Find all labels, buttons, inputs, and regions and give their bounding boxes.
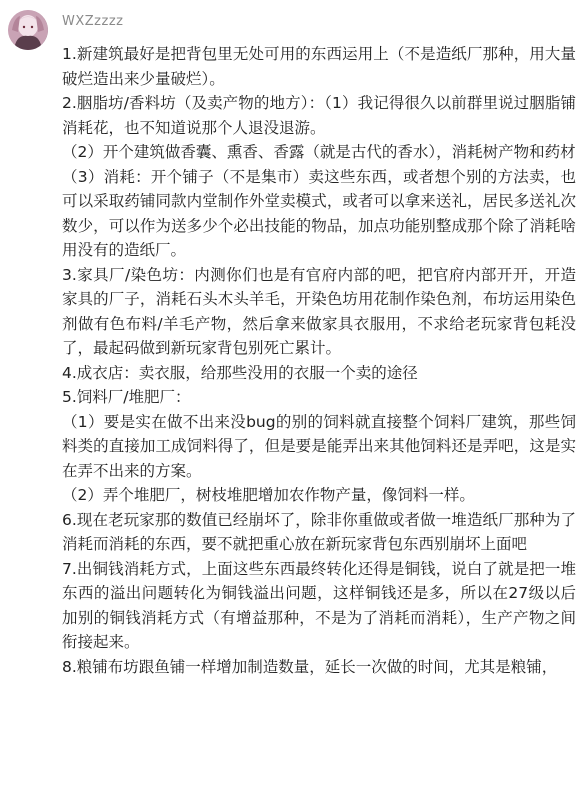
paragraph-3: （2）开个建筑做香囊、熏香、香露（就是古代的香水），消耗树产物和药材 xyxy=(62,143,576,161)
avatar-image-icon xyxy=(8,10,48,50)
avatar[interactable] xyxy=(8,10,48,50)
paragraph-4: （3）消耗：开个铺子（不是集市）卖这些东西，或者想个别的方法卖，也可以采取药铺同款内堂制作外堂卖模式，或者可以拿来送礼，居民多送礼次数少，可以作为送多少个必出技能的物品，加点功能别整成那个除了消耗啥用没有的造纸厂。 xyxy=(62,167,576,259)
paragraph-7: 5.饲料厂/堆肥厂： xyxy=(62,388,191,406)
paragraph-8: （1）要是实在做不出来没bug的别的饲料就直接整个饲料厂建筑，那些饲料类的直接加工成饲料得了，但是要是能弄出来其他饲料还是弄吧，这是实在弄不出来的方案。 xyxy=(62,412,576,480)
paragraph-6: 4.成衣店：卖衣服，给那些没用的衣服一个卖的途径 xyxy=(62,363,418,382)
paragraph-9: （2）弄个堆肥厂，树枝堆肥增加农作物产量，像饲料一样。 xyxy=(62,486,475,504)
post-content xyxy=(62,42,576,679)
paragraph-12: 8.粮铺布坊跟鱼铺一样增加制造数量，延长一次做的时间，尤其是粮铺， xyxy=(62,657,558,676)
paragraph-1: 1.新建筑最好是把背包里无处可用的东西运用上（不是造纸厂那种，用大量破烂造出来少量破烂）。 xyxy=(62,45,576,88)
paragraph-10: 6.现在老玩家那的数值已经崩坏了，除非你重做或者做一堆造纸厂那种为了消耗而消耗的东西，要不就把重心放在新玩家背包东西别崩坏上面吧 xyxy=(62,510,576,553)
username[interactable]: WXZzzzz xyxy=(62,14,124,29)
paragraph-5: 3.家具厂/染色坊：内测你们也是有官府内部的吧，把官府内部开开，开造家具的厂子，消耗石头木头羊毛，开染色坊用花制作染色剂，布坊运用染色剂做有色布料/羊毛产物，然后拿来做家具衣服用，不求给老玩家背包耗没了，最起码做到新玩家背包别死亡累计。 xyxy=(62,265,576,357)
paragraph-11: 7.出铜钱消耗方式，上面这些东西最终转化还得是铜钱，说白了就是把一堆东西的溢出问题转化为铜钱溢出问题，这样铜钱还是多，所以在27级以后加别的铜钱消耗方式（有增益那种，不是为了消耗而消耗），生产产物之间衔接起来。 xyxy=(62,559,576,651)
paragraph-2: 2.胭脂坊/香料坊（及卖产物的地方）：（1）我记得很久以前群里说过胭脂铺消耗花，也不知道说那个人退没退游。 xyxy=(62,94,576,137)
